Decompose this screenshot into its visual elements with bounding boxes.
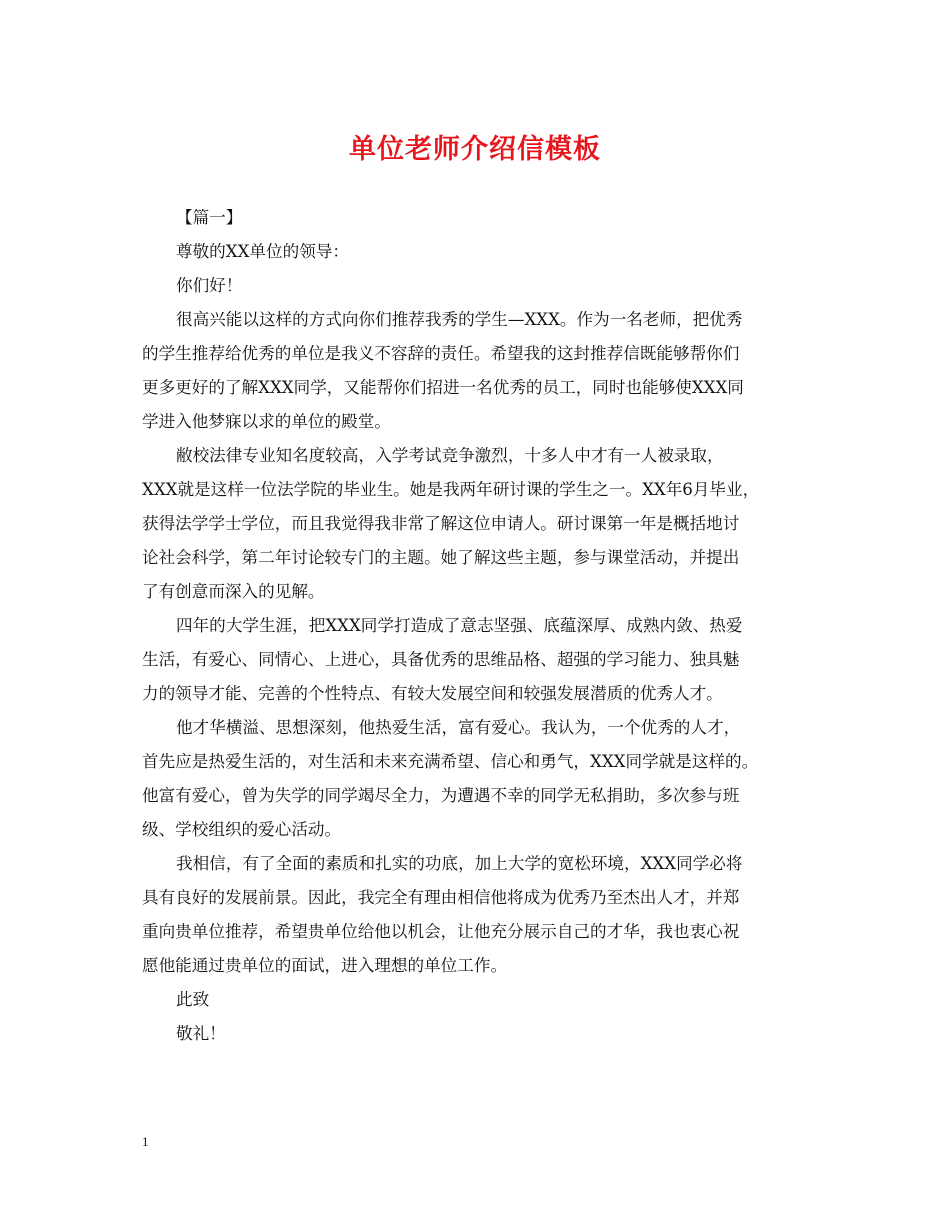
section-heading: 【篇一】 — [176, 208, 243, 227]
greeting: 你们好！ — [176, 276, 243, 295]
letter-body — [142, 201, 817, 1051]
paragraph-line: 了有创意而深入的见解。 — [142, 582, 325, 601]
paragraph-line: 获得法学学士学位，而且我觉得我非常了解这位申请人。研讨课第一年是概括地讨 — [142, 514, 740, 533]
paragraph-line: 论社会科学，第二年讨论较专门的主题。她了解这些主题，参与课堂活动，并提出 — [142, 548, 740, 567]
paragraph-line: 首先应是热爱生活的，对生活和未来充满希望、信心和勇气，XXX同学就是这样的。 — [142, 752, 759, 771]
paragraph-line: 的学生推荐给优秀的单位是我义不容辞的责任。希望我的这封推荐信既能够帮你们 — [142, 344, 740, 363]
page-number: 1 — [142, 1134, 149, 1149]
paragraph-line: 四年的大学生涯，把XXX同学打造成了意志坚强、底蕴深厚、成熟内敛、热爱 — [176, 616, 743, 635]
salutation: 尊敬的XX单位的领导： — [176, 242, 349, 261]
paragraph-line: 敝校法律专业知名度较高，入学考试竞争激烈，十多人中才有一人被录取， — [176, 446, 724, 465]
page-title: 单位老师介绍信模板 — [349, 134, 601, 165]
paragraph-line: 生活，有爱心、同情心、上进心，具备优秀的思维品格、超强的学习能力、独具魅 — [142, 650, 740, 669]
paragraph-line: 愿他能通过贵单位的面试，进入理想的单位工作。 — [142, 956, 508, 975]
paragraph-line: 级、学校组织的爱心活动。 — [142, 820, 342, 839]
paragraph-line: 我相信，有了全面的素质和扎实的功底，加上大学的宽松环境，XXX同学必将 — [176, 854, 743, 873]
paragraph-line: 更多更好的了解XXX同学，又能帮你们招进一名优秀的员工，同时也能够使XXX同 — [142, 378, 744, 397]
closing-phrase: 此致 — [176, 990, 210, 1009]
paragraph-line: 学进入他梦寐以求的单位的殿堂。 — [142, 412, 391, 431]
paragraph-line: 很高兴能以这样的方式向你们推荐我秀的学生—XXX。作为一名老师，把优秀 — [176, 310, 743, 329]
paragraph-line: 力的领导才能、完善的个性特点、有较大发展空间和较强发展潜质的优秀人才。 — [142, 684, 723, 703]
paragraph-line: XXX就是这样一位法学院的毕业生。她是我两年研讨课的学生之一。XX年6月毕业， — [142, 480, 760, 499]
paragraph-line: 具有良好的发展前景。因此，我完全有理由相信他将成为优秀乃至杰出人才，并郑 — [142, 888, 740, 907]
paragraph-line: 他富有爱心，曾为失学的同学竭尽全力，为遭遇不幸的同学无私捐助，多次参与班 — [142, 786, 740, 805]
paragraph-line: 他才华横溢、思想深刻，他热爱生活，富有爱心。我认为，一个优秀的人才， — [176, 718, 741, 737]
paragraph-line: 重向贵单位推荐，希望贵单位给他以机会，让他充分展示自己的才华，我也衷心祝 — [142, 922, 740, 941]
closing-salute: 敬礼！ — [176, 1024, 226, 1043]
